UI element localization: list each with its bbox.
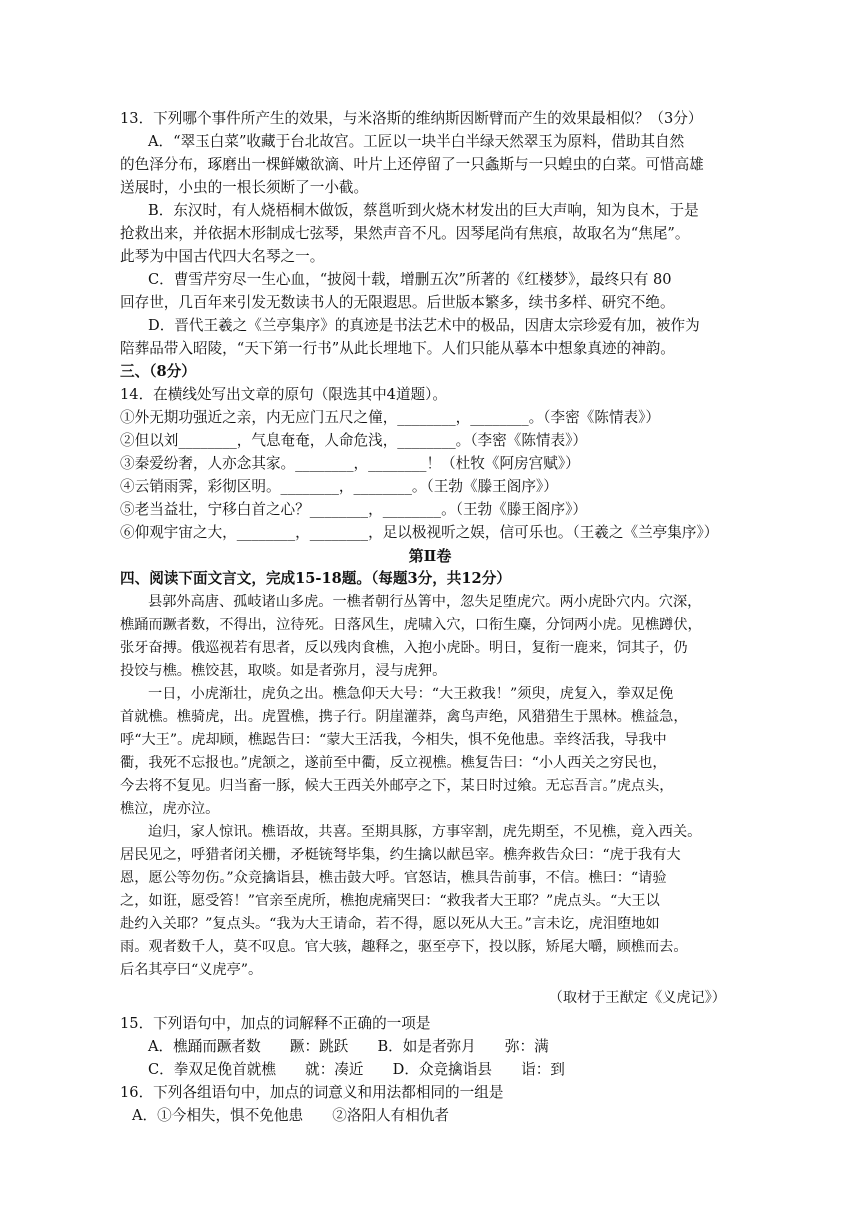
text-line: 张牙奋搏。俄巡视若有思者，反以残肉食樵，入抱小虎卧。明日，复衔一鹿来，饲其子，仍	[120, 640, 688, 656]
text-line: A．①今相失，惧不免他患 ②洛阳人有相仇者	[132, 1107, 450, 1124]
text-line: 此琴为中国古代四大名琴之一。	[120, 248, 325, 265]
text-line: 赴约入关耶？”复点头。“我为大王请命，若不得，愿以死从大王。”言未讫，虎泪堕地如	[120, 916, 660, 932]
text-line: 呼“大王”。虎却顾，樵跽告曰：“蒙大王活我，今相失，惧不免他患。幸终活我，导我中	[120, 732, 667, 748]
text-line: 县郭外高唐、孤岐诸山多虎。一樵者朝行丛箐中，忽失足堕虎穴。两小虎卧穴内。穴深，	[148, 594, 702, 610]
text-line: C．拳双足俛首就樵 就：凑近 D．众竞擒诣县 诣：到	[148, 1061, 565, 1078]
text-line: 的色泽分布，琢磨出一棵鲜嫩欲滴、叶片上还停留了一只螽斯与一只蝗虫的白菜。可惜高雄	[120, 156, 704, 173]
text-line: 居民见之，呼猎者闭关栅，矛梃铳弩毕集，约生擒以献邑宰。樵奔救告众曰：“虎于我有大	[120, 847, 681, 863]
text-line: 之，如诳，愿受笞！”官亲至虎所，樵抱虎痛哭曰：“救我者大王耶？”虎点头。“大王以	[120, 893, 660, 909]
text-line: C．曹雪芹穷尽一生心血，“披阅十载，增删五次”所著的《红楼梦》，最终只有 80	[148, 271, 672, 288]
text-line: 13．下列哪个事件所产生的效果，与米洛斯的维纳斯因断臂而产生的效果最相似？（3分）	[120, 110, 703, 127]
text-line: 送展时，小虫的一根长须断了一小截。	[120, 179, 369, 196]
text-line: （取材于王猷定《义虎记》）	[548, 990, 726, 1006]
text-line: ②但以刘________，气息奄奄，人命危浅，________。（李密《陈情表》）	[120, 432, 587, 449]
text-line: 迨归，家人惊讯。樵语故，共喜。至期具豚，方事宰割，虎先期至，不见樵，竟入西关。	[148, 824, 702, 840]
text-line: B．东汉时，有人烧梧桐木做饭，蔡邕听到火烧木材发出的巨大声响，知为良木，于是	[148, 202, 699, 219]
text-line: 投饺与樵。樵饺甚，取啖。如是者弥月，浸与虎狎。	[120, 663, 447, 679]
text-line: 陪葬品带入昭陵，“天下第一行书”从此长埋地下。人们只能从摹本中想象真迹的神韵。	[120, 340, 675, 357]
text-line: 樵泣，虎亦泣。	[120, 801, 220, 817]
text-line: ③秦爱纷奢，人亦念其家。________，________！（杜牧《阿房宫赋》）	[120, 455, 580, 472]
text-line: 四、阅读下面文言文，完成15-18题。（每题3分，共12分）	[120, 570, 511, 587]
text-line: A．樵踊而蹶者数 蹶：跳跃 B．如是者弥月 弥：满	[148, 1038, 549, 1055]
text-line: ⑤老当益壮，宁移白首之心？________，________。（王勃《滕王阁序》）	[120, 501, 587, 518]
text-line: 衢，我死不忘报也。”虎颔之，遂前至中衢，反立视樵。樵复告曰：“小人西关之穷民也，	[120, 755, 667, 771]
text-line: ④云销雨霁，彩彻区明。________，________。（王勃《滕王阁序》）	[120, 478, 558, 495]
text-line: 恩，愿公等勿伤。”众竞擒诣县，樵击鼓大呼。官怒诘，樵具告前事，不信。樵曰：“请验	[120, 870, 667, 886]
text-line: 第Ⅱ卷	[408, 547, 452, 565]
text-line: 樵踊而蹶者数，不得出，泣待死。日落风生，虎啸入穴，口衔生麋，分饲两小虎。见樵蹲伏，	[120, 617, 702, 633]
text-line: 16．下列各组语句中，加点的词意义和用法都相同的一组是	[120, 1084, 504, 1101]
text-line: 后名其亭曰“义虎亭”。	[120, 962, 263, 978]
text-line: 15．下列语句中，加点的词解释不正确的一项是	[120, 1015, 431, 1032]
text-line: ①外无期功强近之亲，内无应门五尺之僮，________，________。（李密《陈情表》）	[120, 409, 660, 426]
text-line: D．晋代王羲之《兰亭集序》的真迹是书法艺术中的极品，因唐太宗珍爱有加，被作为	[148, 317, 700, 334]
text-line: 回存世，几百年来引发无数读书人的无限遐思。后世版本繁多，续书多样、研究不绝。	[120, 294, 675, 311]
text-line: 14．在横线处写出文章的原句（限选其中4道题）。	[120, 386, 448, 403]
text-line: 抢救出来，并依据木形制成七弦琴，果然声音不凡。因琴尾尚有焦痕，故取名为“焦尾”。	[120, 225, 690, 242]
text-line: 三、（8分）	[120, 363, 196, 380]
text-line: ⑥仰观宇宙之大，________，________，足以极视听之娱，信可乐也。（王羲之《兰亭集序》）	[120, 524, 719, 541]
text-line: 首就樵。樵骑虎，出。虎置樵，携子行。阴崖灌莽，禽鸟声绝，风猎猎生于黑林。樵益急，	[120, 709, 688, 725]
text-line: A．“翠玉白菜”收藏于台北故宫。工匠以一块半白半绿天然翠玉为原料，借助其自然	[148, 133, 685, 150]
text-line: 雨。观者数千人，莫不叹息。官大骇，趣释之，驱至亭下，投以豚，矫尾大嚼，顾樵而去。	[120, 939, 688, 955]
text-line: 一日，小虎渐壮，虎负之出。樵急仰天大号：“大王救我！”须臾，虎复入，拳双足俛	[148, 686, 674, 702]
text-line: 今去将不复见。归当畜一豚，候大王西关外邮亭之下，某日时过飨。无忘吾言。”虎点头，	[120, 778, 674, 794]
